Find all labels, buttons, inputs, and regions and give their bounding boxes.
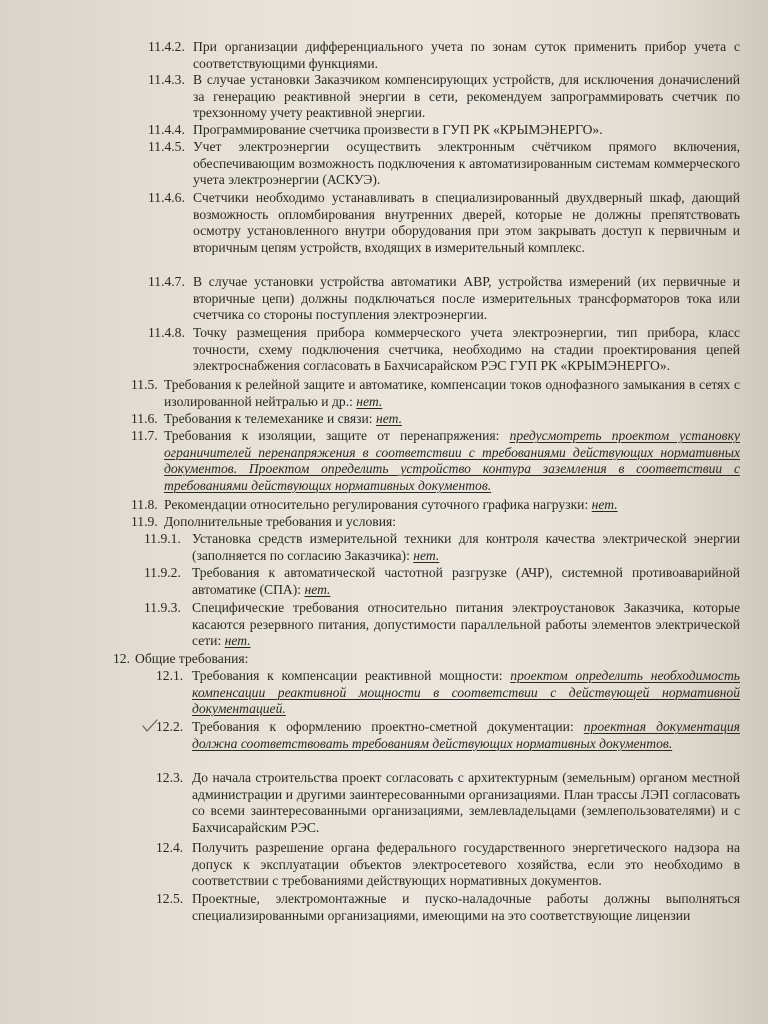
section-title: Общие требования: [135,651,249,666]
clause-11-4-8 [148,325,740,375]
section-number: 12. [113,651,130,666]
clause-11-9-2 [144,565,740,598]
clause-11-4-7 [148,274,740,324]
clause-number: 11.4.4. [148,122,185,137]
filled-answer: предусмотреть проектом установку ограничителей перенапряжения в соответствии с требованиями действующих нормативных документов. Проектом определить устройство контура заземления в соответствии с требованиями действующих нормативных документов. [164,428,740,493]
clause-number: 11.9. [131,514,158,529]
clause-number: 11.9.2. [144,565,181,580]
clause-12-1 [156,668,740,718]
clause-11-4-4 [148,122,740,139]
clause-12-5 [156,891,740,924]
clause-number: 12.3. [156,770,184,785]
clause-text [192,565,740,598]
filled-answer: нет. [413,547,440,563]
clause-11-9 [131,514,740,531]
clause-11-5 [131,377,740,410]
clause-text [164,497,740,514]
filled-answer: нет. [356,393,383,409]
clause-11-4-6 [148,190,740,256]
clause-11-7 [131,428,740,494]
clause-11-9-3 [144,600,740,650]
clause-text: Точку размещения прибора коммерческого учета электроэнергии, тип прибора, класс точности, схему подключения счетчика, необходимо на стадии проектирования цепей электроснабжения согласовать в Бахчисарайском РЭС ГУП РК «КРЫМЭНЕРГО». [193,325,740,373]
clause-number: 11.5. [131,377,158,392]
clause-prompt: Требования к автоматической частотной разгрузке (АЧР), системной противоаварийной автоматике (СПА): [192,565,740,597]
clause-text: Проектные, электромонтажные и пуско-наладочные работы должны выполняться специализированными организациями, имеющими на это соответствующие лицензии [192,891,740,923]
clause-text [192,531,740,564]
clause-prompt: Требования к оформлению проектно-сметной документации: [192,719,574,734]
clause-text: При организации дифференциального учета по зонам суток применить прибор учета с соответствующими функциями. [193,39,740,71]
clause-prompt: Требования к релейной защите и автоматике, компенсации токов однофазного замыкания в сетях с изолированной нейтралью и др.: [164,377,740,409]
clause-11-8 [131,497,740,514]
clause-prompt: Установка средств измерительной техники для контроля качества электрической энергии (заполняется по согласию Заказчика): [192,531,740,563]
clause-text [164,411,740,428]
clause-11-6 [131,411,740,428]
clause-prompt: Рекомендации относительно регулирования суточного графика нагрузки: [164,497,589,512]
clause-text: Программирование счетчика произвести в ГУП РК «КРЫМЭНЕРГО». [193,122,603,137]
clause-text: В случае установки Заказчиком компенсирующих устройств, для исключения доначислений за генерацию реактивной энергии в сети, рекомендуем запрограммировать счетчик по трехзонному учету реактивной энергии. [193,72,740,120]
clause-text: Получить разрешение органа федерального государственного энергетического надзора на допуск к эксплуатации объектов электросетевого хозяйства, если это необходимо в соответствии с требованиями действующих нормативных документов. [192,840,740,888]
clause-prompt: Требования к изоляции, защите от перенапряжения: [164,428,500,443]
clause-text [164,428,740,494]
clause-11-4-2 [148,39,740,72]
clause-prompt: Требования к телемеханике и связи: [164,411,373,426]
clause-number: 12.4. [156,840,184,855]
clause-text: Учет электроэнергии осуществить электронным счётчиком прямого включения, обеспечивающим возможность подключения к автоматизированным системам коммерческого учета электроэнергии (АСКУЭ). [193,139,740,187]
clause-number: 11.7. [131,428,158,443]
clause-number: 11.6. [131,411,158,426]
filled-answer: нет. [224,633,251,648]
clause-11-4-5 [148,139,740,189]
clause-number: 11.4.2. [148,39,185,54]
clause-text [192,719,740,752]
clause-number: 11.4.3. [148,72,185,87]
section-12 [113,651,740,668]
clause-text: В случае установки устройства автоматики АВР, устройства измерений (их первичные и вторичные цепи) должны подключаться после измерительных трансформаторов тока или счетчика со стороны поступления электроэнергии. [193,274,740,322]
clause-number: 11.4.7. [148,274,185,289]
clause-number: 11.9.3. [144,600,181,615]
clause-number: 12.5. [156,891,184,906]
clause-number: 11.9.1. [144,531,181,546]
clause-text: Дополнительные требования и условия: [164,514,397,529]
clause-number: 12.2. [156,719,184,734]
clause-text: До начала строительства проект согласовать с архитектурным (земельным) органом местной администрации и другими заинтересованными организациями. План трассы ЛЭП согласовать со всеми заинтересованными организациями, землевладельцами (землепользователями) и с Бахчисарайским РЭС. [192,770,740,835]
clause-text [192,600,740,650]
clause-number: 11.4.5. [148,139,185,154]
filled-answer: нет. [304,581,331,597]
clause-prompt: Требования к компенсации реактивной мощности: [192,668,503,683]
filled-answer: проектная документация должна соответствовать требованиям действующих нормативных документов. [192,719,740,751]
clause-11-4-3 [148,72,740,122]
clause-prompt: Специфические требования относительно питания электроустановок Заказчика, которые касаются резервного питания, допустимости параллельной работы элементов электрической сети: [192,600,740,648]
clause-text [192,668,740,718]
clause-text: Счетчики необходимо устанавливать в специализированный двухдверный шкаф, дающий возможность опломбирования внутренних дверей, которые не должны препятствовать осмотру установленного внутри оборудования при этом закрывать доступ к первичным и вторичным цепям устройств, входящих в измерительный комплекс. [193,190,740,255]
clause-text [164,377,740,410]
clause-11-9-1 [144,531,740,564]
clause-12-4 [156,840,740,890]
clause-12-2 [156,719,740,752]
filled-answer: проектом определить необходимость компенсации реактивной мощности в соответствии с действующей нормативной документацией. [192,668,740,716]
clause-number: 11.4.6. [148,190,185,205]
clause-number: 11.4.8. [148,325,185,340]
clause-number: 11.8. [131,497,158,512]
filled-answer: нет. [375,411,402,426]
filled-answer: нет. [591,497,618,512]
clause-12-3 [156,770,740,836]
clause-number: 12.1. [156,668,184,683]
